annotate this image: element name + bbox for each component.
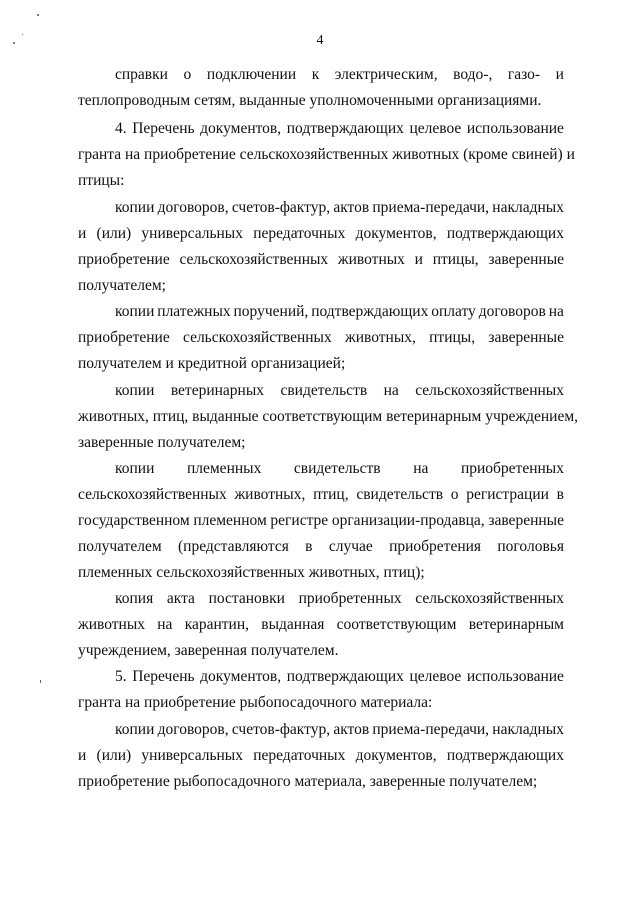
word: животных <box>78 616 145 633</box>
word: к <box>311 66 320 83</box>
text-line: учреждением, заверенная получателем. <box>78 642 339 659</box>
word: использование <box>466 120 564 137</box>
word: сельскохозяйственных <box>183 329 332 346</box>
word: организации-продавца, <box>331 512 485 529</box>
text-line: заверенные получателем; <box>78 434 246 451</box>
text-line <box>78 486 564 504</box>
word: актов <box>333 199 370 216</box>
word: птиц, <box>313 486 349 503</box>
word: заверенные <box>488 329 564 346</box>
word: счетов-фактур, <box>231 199 331 216</box>
word: счетов-фактур, <box>231 721 331 738</box>
text-line <box>115 460 564 478</box>
word: (представляются <box>178 538 289 555</box>
word: животных, <box>344 329 416 346</box>
word: и <box>555 66 564 83</box>
text-line <box>78 538 564 556</box>
word: передаточных <box>253 747 346 764</box>
word: копии <box>115 721 155 738</box>
word: акта <box>166 590 195 607</box>
word: животных, <box>234 486 306 503</box>
word: приема-передачи, <box>372 721 490 738</box>
word: птицы, <box>429 329 476 346</box>
word: заверенные <box>488 251 564 268</box>
text-line <box>78 747 564 765</box>
word: договоров <box>478 303 546 320</box>
text-line: теплопроводным сетям, выданные уполномоченными организациями. <box>78 92 542 109</box>
word: приобретенных <box>460 460 564 477</box>
word: оплату <box>431 303 476 320</box>
word: платежных <box>157 303 231 320</box>
word: и <box>414 251 423 268</box>
word: документов, <box>200 120 282 137</box>
word: приобретения <box>389 538 482 555</box>
word: регистре <box>270 512 329 529</box>
word: подтверждающих <box>311 303 429 320</box>
word: приобретение <box>78 329 170 346</box>
scan-speck <box>22 34 23 35</box>
word: документов, <box>355 747 437 764</box>
word: сельскохозяйственных <box>415 590 564 607</box>
word: приема-передачи, <box>372 199 490 216</box>
text-line: племенных сельскохозяйственных животных, птиц); <box>78 564 425 581</box>
word: и <box>78 747 87 764</box>
text-line <box>115 303 564 321</box>
text-line <box>78 329 564 347</box>
word: электрическим, <box>334 66 438 83</box>
word: о <box>183 66 192 83</box>
text-line <box>78 512 564 530</box>
word: подтверждающих <box>286 120 404 137</box>
word: соответствующим <box>336 616 457 633</box>
word: на <box>548 303 564 320</box>
word: подключении <box>206 66 297 83</box>
word: на <box>413 460 429 477</box>
word: о <box>450 486 459 503</box>
word: документов, <box>200 668 282 685</box>
word: накладных <box>492 721 564 738</box>
word: ветеринарных <box>170 382 265 399</box>
word: документов, <box>355 225 437 242</box>
word: на <box>383 382 399 399</box>
text-line <box>78 616 564 634</box>
word: племенном <box>193 512 267 529</box>
word: птицы, <box>432 251 479 268</box>
word: подтверждающих <box>446 225 564 242</box>
text-line: получателем и кредитной организацией; <box>78 355 346 372</box>
text-line <box>115 590 564 608</box>
text-line <box>78 251 564 269</box>
word: карантин, <box>184 616 250 633</box>
scan-speck <box>40 680 41 683</box>
text-line: гранта на приобретение рыбопосадочного материала: <box>78 694 433 711</box>
word: газо- <box>507 66 541 83</box>
word: 4. <box>115 120 127 137</box>
word: (или) <box>96 225 132 242</box>
word: Перечень <box>132 120 195 137</box>
text-line <box>115 199 564 217</box>
word: договоров, <box>157 721 229 738</box>
word: подтверждающих <box>286 668 404 685</box>
word: сельскохозяйственных <box>179 251 329 268</box>
word: копии <box>115 460 155 477</box>
word: (или) <box>96 747 132 764</box>
word: свидетельств <box>356 486 444 503</box>
word: поручений, <box>233 303 309 320</box>
text-line: приобретение рыбопосадочного материала, заверенные получателем; <box>78 773 538 790</box>
word: выданная <box>261 616 325 633</box>
word: на <box>157 616 173 633</box>
word: целевое <box>409 120 462 137</box>
word: и <box>78 225 87 242</box>
word: целевое <box>409 668 462 685</box>
text-line: получателем; <box>78 277 166 294</box>
text-line <box>115 120 564 138</box>
text-line: животных, птиц, выданные соответствующим ветеринарным учреждением, <box>78 408 579 425</box>
text-line <box>115 721 564 739</box>
word: сельскохозяйственных <box>415 382 564 399</box>
word: накладных <box>492 199 564 216</box>
word: свидетельств <box>280 382 368 399</box>
word: приобретенных <box>298 590 402 607</box>
word: копия <box>115 590 154 607</box>
word: постановки <box>208 590 285 607</box>
scan-speck <box>13 42 15 44</box>
word: свидетельств <box>293 460 381 477</box>
word: получателем <box>78 538 162 555</box>
word: в <box>556 486 564 503</box>
word: универсальных <box>141 225 243 242</box>
word: передаточных <box>253 225 346 242</box>
word: водо-, <box>453 66 493 83</box>
word: Перечень <box>132 668 195 685</box>
text-line <box>115 382 564 400</box>
page-number: 4 <box>316 33 324 48</box>
word: договоров, <box>157 199 229 216</box>
word: поголовья <box>497 538 564 555</box>
word: использование <box>466 668 564 685</box>
scan-speck <box>37 14 39 16</box>
text-line <box>115 668 564 686</box>
word: копии <box>115 199 155 216</box>
word: ветеринарным <box>468 616 564 633</box>
word: подтверждающих <box>446 747 564 764</box>
word: животных <box>337 251 405 268</box>
word: заверенные <box>488 512 564 529</box>
word: сельскохозяйственных <box>78 486 227 503</box>
word: копии <box>115 303 155 320</box>
text-line <box>115 66 564 84</box>
word: случае <box>328 538 373 555</box>
word: справки <box>115 66 168 83</box>
word: 5. <box>115 668 127 685</box>
text-line <box>78 225 564 243</box>
text-line: гранта на приобретение сельскохозяйственных животных (кроме свиней) и <box>78 146 575 163</box>
word: актов <box>333 721 370 738</box>
word: универсальных <box>141 747 243 764</box>
word: регистрации <box>466 486 549 503</box>
word: в <box>305 538 313 555</box>
word: приобретение <box>78 251 170 268</box>
word: государственном <box>78 512 190 529</box>
word: копии <box>115 382 155 399</box>
word: племенных <box>186 460 262 477</box>
text-line: птицы: <box>78 172 125 189</box>
